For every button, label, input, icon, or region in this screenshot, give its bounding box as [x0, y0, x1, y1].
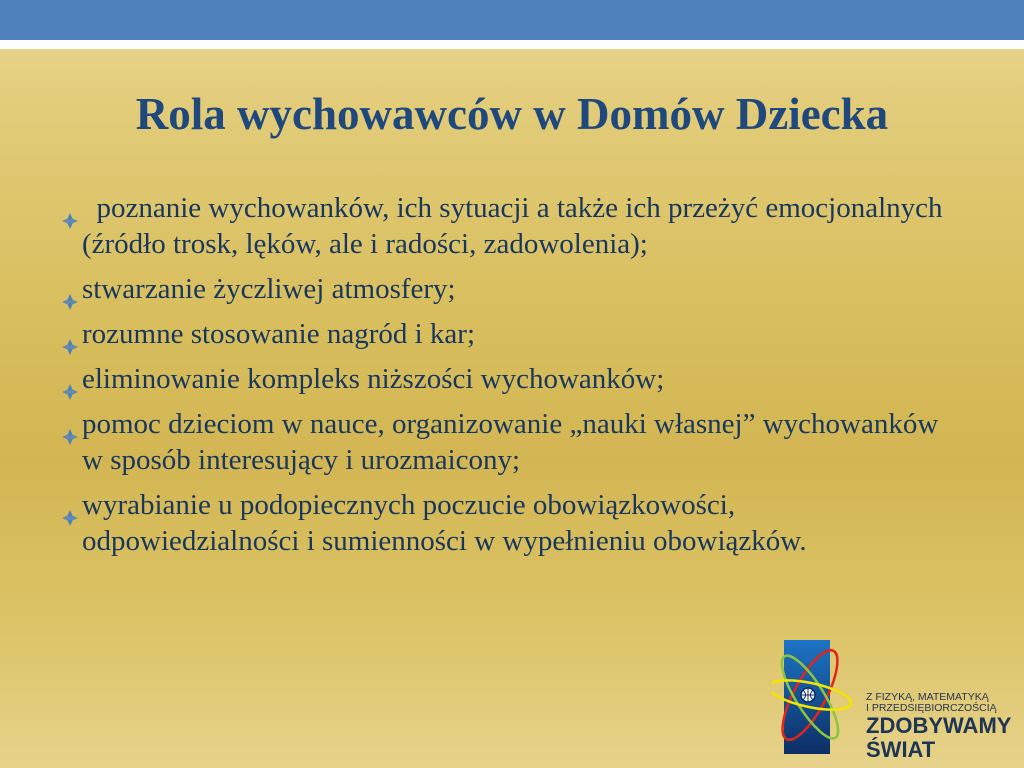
bullet-text: poznanie wychowanków, ich sytuacji a także ich przeżyć emocjonalnych (źródło trosk, lęków, ale i radości, zadowolenia);: [82, 192, 950, 260]
logo-emblem-icon: [772, 625, 864, 768]
diamond-bullet-icon: [62, 283, 78, 299]
diamond-bullet-icon: [62, 202, 78, 218]
bullet-text: eliminowanie kompleks niższości wychowanków;: [82, 363, 665, 395]
diamond-bullet-icon: [62, 373, 78, 389]
bullet-item: [60, 271, 950, 307]
bullet-item: [60, 316, 950, 352]
bullet-text: wyrabianie u podopiecznych poczucie obowiązkowości, odpowiedzialności i sumienności w wypełnieniu obowiązków.: [82, 489, 807, 557]
bullet-list: [60, 190, 950, 559]
logo-tagline-line2: I PRZEDSIĘBIORCZOŚCIĄ: [866, 702, 997, 714]
logo-title-line1: ZDOBYWAMY: [866, 713, 1012, 738]
diamond-bullet-icon: [62, 499, 78, 515]
bullet-text: pomoc dzieciom w nauce, organizowanie „nauki własnej” wychowanków w sposób interesujący i urozmaicony;: [82, 408, 939, 476]
top-accent-bar: [0, 0, 1024, 40]
diamond-bullet-icon: [62, 418, 78, 434]
logo-tagline-line1: Z FIZYKĄ, MATEMATYKĄ: [866, 691, 989, 703]
bullet-text: rozumne stosowanie nagród i kar;: [82, 318, 476, 350]
bullet-item: [60, 487, 950, 559]
bullet-item: [60, 406, 950, 478]
top-divider-line: [0, 40, 1024, 49]
bullet-item: [60, 190, 950, 262]
slide-content: [60, 190, 950, 568]
diamond-bullet-icon: [62, 328, 78, 344]
project-logo: [772, 625, 1024, 768]
logo-title-line2: ŚWIAT: [866, 737, 936, 762]
slide-title: Rola wychowawców w Domów Dziecka: [135, 89, 889, 139]
bullet-text: stwarzanie życzliwej atmosfery;: [82, 273, 456, 305]
bullet-item: [60, 361, 950, 397]
